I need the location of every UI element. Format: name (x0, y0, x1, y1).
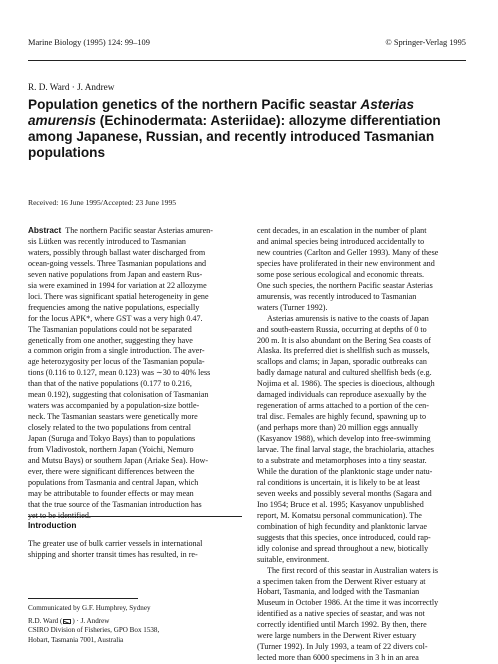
body-line: badly damage natural and cultured shellfish beds (e.g. (257, 368, 432, 378)
introduction-text (28, 539, 242, 561)
body-line: identified as a native species of seastar, and was not (257, 609, 425, 619)
abstract-line: that the true source of the Tasmanian introduction has (28, 499, 202, 509)
body-line: (Turner 1992). In July 1993, a team of 22 divers col- (257, 642, 428, 652)
body-line: 200 m. It is also abundant on the Bering Sea coasts of (257, 335, 431, 345)
author-list: R. D. Ward · J. Andrew (28, 82, 115, 92)
abstract-line: Japan (Suruga and Tokyo Bays) than to populations (28, 434, 196, 444)
body-line: and animal species being introduced accidentally to (257, 236, 425, 246)
address-line: CSIRO Division of Fisheries, GPO Box 1538, (28, 626, 160, 635)
abstract-line: than that of the native populations (0.177 to 0.216, (28, 379, 192, 389)
address-line: Hobart, Tasmania 7001, Australia (28, 635, 124, 644)
abstract-line: genetically from one another, suggesting they have (28, 335, 193, 345)
abstract-line: and Mutsu Bays) or southern Japan (Ariake Sea). How- (28, 456, 209, 466)
abstract-line: loci. There was significant spatial heterogeneity in gene (28, 291, 209, 301)
body-line: (Kasyanov 1988), which develop into free-swimming (257, 434, 431, 444)
body-line: suitable, environment. (257, 554, 330, 564)
abstract-line: frequencies among the native populations, especially (28, 302, 200, 312)
header-rule (28, 60, 466, 61)
body-line: and south-eastern Russia, occurring at depths of 0 to (257, 324, 427, 334)
body-line: amurensis, was recently introduced to Tasmanian (257, 291, 417, 301)
body-line: suggests that this species, once introduced, could rap- (257, 532, 431, 542)
address-name: R.D. Ward ( (28, 617, 63, 625)
copyright-notice: © Springer-Verlag 1995 (385, 38, 466, 47)
body-line: Asterias amurensis is native to the coasts of Japan (267, 313, 429, 323)
abstract-line: The northern Pacific seastar Asterias amuren- (65, 226, 213, 235)
abstract-line: mean 0.192), suggesting that colonisation of Tasmanian (28, 390, 209, 400)
abstract-line: age heterozygosity per locus of the Tasmanian popula- (28, 357, 205, 367)
body-line: scallops and clams; in Japan, sporadic outbreaks can (257, 357, 427, 367)
abstract-line: tions (0.116 to 0.127, mean 0.123) was ∼30 to 40% less (28, 368, 211, 378)
body-line: regeneration of arms attached to a portion of the cen- (257, 401, 429, 411)
abstract-line: neck. The Tasmanian seastars were genetically more (28, 412, 198, 422)
body-line: Hobart, Tasmania, and lodged with the Tasmanian (257, 587, 420, 597)
body-line: combination of high fecundity and planktonic larvae (257, 521, 427, 531)
title-text-2: (Echinodermata: Asteriidae): allozyme differentiation among Japanese, Russian, and recently introduced Tasmanian populations (28, 113, 441, 160)
abstract-line: from Vladivostok, northern Japan (Yoichi, Nemuro (28, 445, 194, 455)
abstract-line: seven native populations from Japan and eastern Rus- (28, 269, 203, 279)
abstract-label: Abstract (28, 226, 62, 235)
body-line: idly colonise and spread throughout a new, biotically (257, 543, 429, 553)
body-line: correctly identified until March 1992. By then, there (257, 620, 427, 630)
body-line: tral disc. Females are highly fecund, spawning up to (257, 412, 427, 422)
abstract-line: for the locus APK*, where GST was a very high 0.47. (28, 313, 203, 323)
body-line: waters (Turner 1992). (257, 302, 328, 312)
body-line: Alaska. Its preferred diet is shellfish such as mussels, (257, 346, 430, 356)
received-dates: Received: 16 June 1995/Accepted: 23 June 1995 (28, 198, 177, 207)
address-coauthor: ) · J. Andrew (72, 617, 110, 625)
abstract-line: waters was accompanied by a population-size bottle- (28, 401, 200, 411)
body-right-column (257, 226, 466, 664)
abstract (28, 226, 242, 522)
title-text-1: Population genetics of the northern Pacific seastar (28, 97, 361, 112)
running-header (28, 38, 466, 50)
abstract-line: ever, there were significant differences between the (28, 466, 195, 476)
communicated-by: Communicated by G.F. Humphrey, Sydney (28, 604, 151, 612)
intro-line: The greater use of bulk carrier vessels in international (28, 539, 203, 548)
intro-line: shipping and shorter transit times has resulted, in re- (28, 549, 198, 559)
body-line: species have proliferated in their new environment and (257, 258, 435, 268)
body-line: damaged individuals can reproduce asexually by the (257, 390, 427, 400)
body-line: cent decades, in an escalation in the number of plant (257, 226, 427, 235)
journal-citation: Marine Biology (1995) 124: 99–109 (28, 38, 150, 47)
abstract-line: may be attributable to founder effects or may mean (28, 488, 194, 498)
body-line: seven weeks and possibly several months (Sagara and (257, 488, 432, 498)
body-line: Nojima et al. 1986). The species is dioecious, although (257, 379, 435, 389)
body-line: Ino 1954; Bruce et al. 1995; Kasyanov unpublished (257, 499, 424, 509)
body-line: While the duration of the planktonic stage under natu- (257, 466, 433, 476)
abstract-line: yet to be identified. (28, 510, 91, 520)
abstract-line: sia were examined in 1994 for variation at 22 allozyme (28, 280, 207, 290)
section-heading-introduction: Introduction (28, 520, 77, 530)
envelope-icon (63, 619, 71, 624)
body-line: ral conditions is uncertain, it is likely to be at least (257, 477, 420, 487)
abstract-line: ocean-going vessels. Three Tasmanian populations and (28, 258, 207, 268)
body-line: One such species, the northern Pacific seastar Asterias (257, 280, 433, 290)
body-line: some pose serious ecological and economic threats. (257, 269, 424, 279)
abstract-line: closely related to the two populations from central (28, 423, 191, 433)
body-line: The first record of this seastar in Australian waters is (267, 565, 439, 575)
body-line: (and perhaps more than) 20 million eggs annually (257, 423, 419, 433)
body-line: larvae. The final larval stage, the brachiolaria, attaches (257, 445, 434, 455)
body-line: to a substrate and metamorphoses into a tiny seastar. (257, 456, 427, 466)
body-line: Museum in October 1986. At the time it was incorrectly (257, 598, 439, 608)
article-title (28, 97, 468, 161)
title-species: Asterias amurensis (28, 97, 415, 128)
abstract-line: sis Lütken was recently introduced to Tasmanian (28, 236, 186, 246)
intro-rule (28, 516, 242, 517)
abstract-line: populations from Tasmania and central Japan, which (28, 477, 199, 487)
abstract-line: waters, possibly through ballast water discharged from (28, 247, 206, 257)
abstract-line: The Tasmanian populations could not be separated (28, 324, 192, 334)
body-line: new countries (Carlton and Geller 1993). Many of these (257, 247, 439, 257)
body-line: a specimen taken from the Derwent River estuary at (257, 576, 426, 586)
abstract-line: a common origin from a single introduction. The aver- (28, 346, 205, 356)
body-line: were large numbers in the Derwent River estuary (257, 631, 417, 641)
body-line: report, M. Komatsu personal communication). The (257, 510, 422, 520)
author-address (28, 617, 242, 645)
footnote-rule (28, 598, 138, 599)
body-line: lected more than 6000 specimens in 3 h in an area (257, 653, 419, 663)
